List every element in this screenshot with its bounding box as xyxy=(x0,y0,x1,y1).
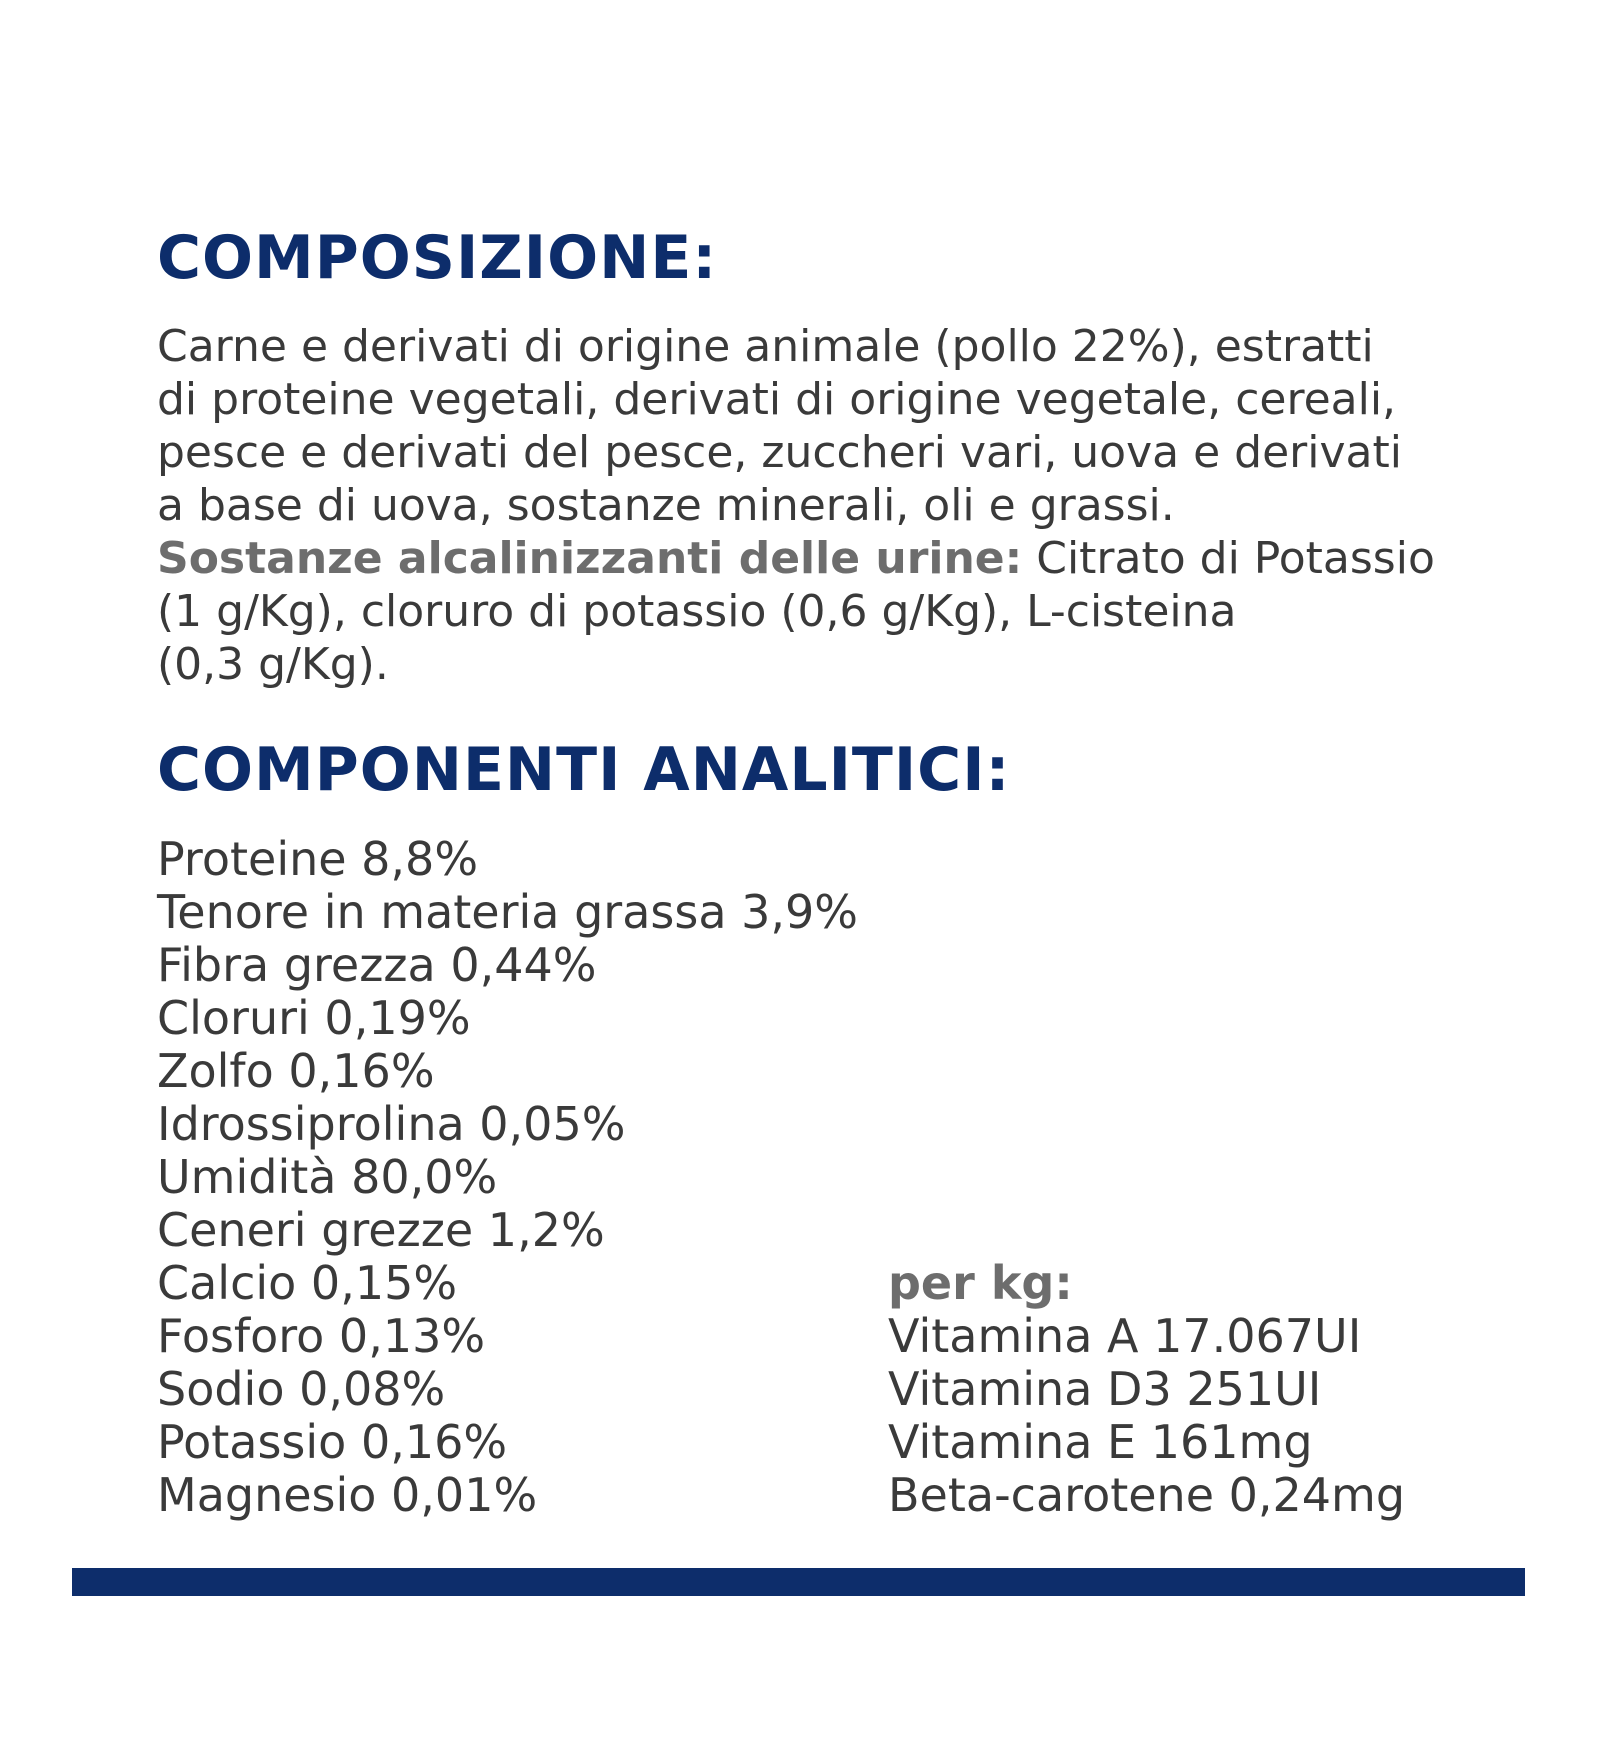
alkalizing-line: (0,3 g/Kg). xyxy=(157,639,389,690)
analytic-item: Proteine 8,8% xyxy=(157,832,479,886)
analytic-item: Tenore in materia grassa 3,9% xyxy=(157,885,859,939)
alkalizing-line: (1 g/Kg), cloruro di potassio (0,6 g/Kg), L-cisteina xyxy=(157,586,1237,637)
analytic-item: Fosforo 0,13% xyxy=(157,1309,486,1363)
vitamin-item: Vitamina E 161mg xyxy=(888,1415,1313,1469)
vitamin-item: Vitamina D3 251UI xyxy=(888,1362,1322,1416)
per-kg-label: per kg: xyxy=(888,1256,1073,1310)
ingredient-line: Carne e derivati di origine animale (pollo 22%), estratti xyxy=(157,321,1374,372)
vitamin-item: Beta-carotene 0,24mg xyxy=(888,1468,1406,1522)
analytic-item: Cloruri 0,19% xyxy=(157,991,471,1045)
alkalizing-text: Citrato di Potassio xyxy=(1022,533,1435,584)
analytic-item: Magnesio 0,01% xyxy=(157,1468,538,1522)
alkalizing-label: Sostanze alcalinizzanti delle urine: xyxy=(157,533,1023,584)
ingredient-line: di proteine vegetali, derivati di origine vegetale, cereali, xyxy=(157,374,1397,425)
analytic-item: Sodio 0,08% xyxy=(157,1362,446,1416)
analytic-list xyxy=(157,833,858,1522)
analytic-item: Calcio 0,15% xyxy=(157,1256,458,1310)
composition-heading: COMPOSIZIONE: xyxy=(157,223,718,293)
ingredient-line: a base di uova, sostanze minerali, oli e grassi. xyxy=(157,480,1175,531)
bottom-divider-bar xyxy=(72,1568,1525,1596)
analytic-item: Umidità 80,0% xyxy=(157,1150,498,1204)
vitamin-item: Vitamina A 17.067UI xyxy=(888,1309,1362,1363)
per-kg-block xyxy=(888,1257,1405,1522)
analytic-item: Potassio 0,16% xyxy=(157,1415,508,1469)
composition-text xyxy=(157,320,1457,691)
analytic-item: Fibra grezza 0,44% xyxy=(157,938,597,992)
analytic-item: Zolfo 0,16% xyxy=(157,1044,435,1098)
analytics-heading: COMPONENTI ANALITICI: xyxy=(157,735,1011,805)
ingredient-line: pesce e derivati del pesce, zuccheri vari, uova e derivati xyxy=(157,427,1402,478)
analytic-item: Idrossiprolina 0,05% xyxy=(157,1097,626,1151)
analytic-item: Ceneri grezze 1,2% xyxy=(157,1203,605,1257)
alkalizing-line xyxy=(157,532,1457,585)
vitamin-list xyxy=(888,1310,1405,1522)
